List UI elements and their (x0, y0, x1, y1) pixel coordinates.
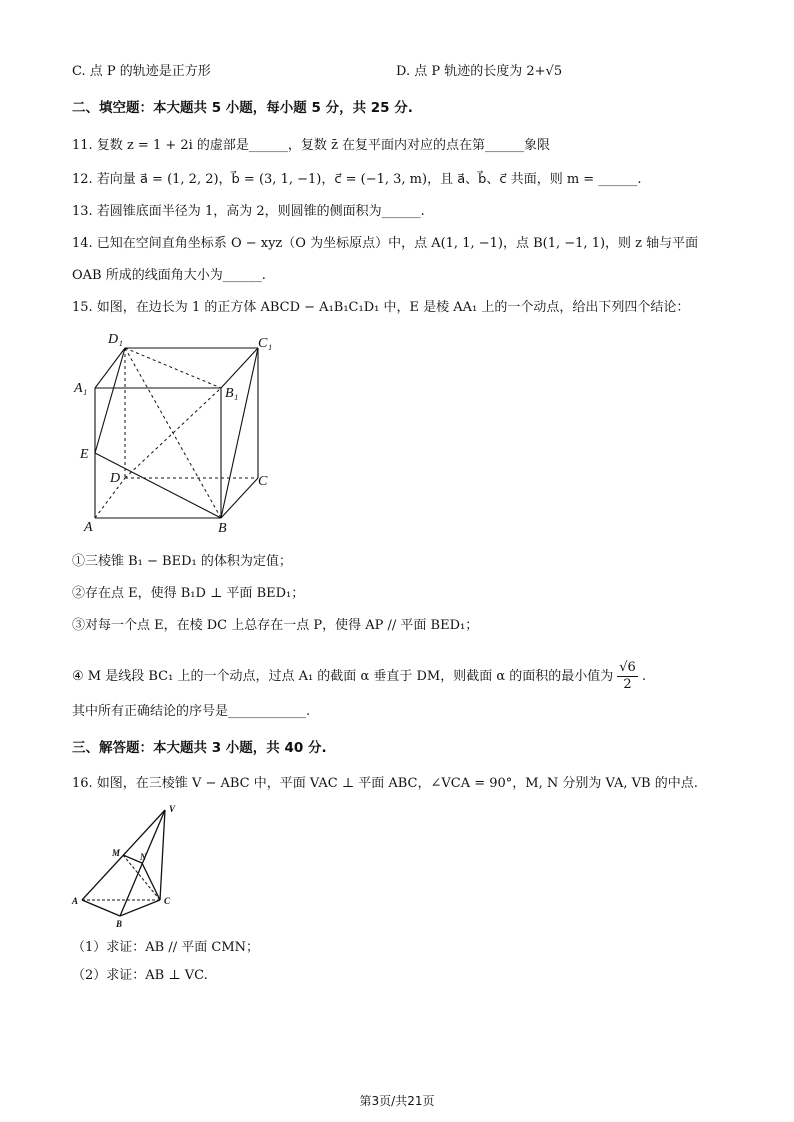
option-c: C. 点 P 的轨迹是正方形 (72, 64, 211, 79)
label-c1: C₁ (258, 336, 273, 351)
cube-figure (70, 325, 290, 540)
statement-3: ③对每一个点 E，在棱 DC 上总存在一点 P，使得 AP // 平面 BED₁； (72, 618, 479, 633)
statement-1: ①三棱锥 B₁ − BED₁ 的体积为定值； (72, 554, 292, 569)
statement-4-end: . (641, 668, 646, 684)
label-a: A (84, 520, 93, 535)
fraction (617, 660, 638, 693)
fraction-denominator: 2 (623, 677, 632, 692)
section3-heading: 三、解答题：本大题共 3 小题，共 40 分. (72, 740, 327, 756)
label-b1: B₁ (225, 386, 239, 401)
question-16-part2: （2）求证：AB ⊥ VC. (72, 968, 208, 983)
label-d: D (110, 471, 121, 486)
question-16-stem: 16. 如图，在三棱锥 V − ABC 中，平面 VAC ⊥ 平面 ABC，∠VCA = 90°，M, N 分别为 VA, VB 的中点. (72, 776, 698, 791)
hidden-segment-d1b1 (125, 348, 221, 388)
fraction-numerator: √6 (619, 660, 636, 675)
label-v: V (169, 804, 176, 814)
label-a: A (72, 896, 79, 906)
segment-nc (142, 863, 160, 900)
question-11: 11. 复数 z = 1 + 2i 的虚部是______，复数 z̄ 在复平面内对应的点在第______象限 (72, 138, 551, 153)
label-d1: D₁ (108, 332, 123, 347)
label-a1: A₁ (74, 381, 88, 396)
statement-4 (72, 660, 646, 693)
edge-ab (82, 900, 120, 916)
segment-bc1 (221, 348, 258, 518)
option-d: D. 点 P 轨迹的长度为 2+√5 (396, 64, 563, 79)
label-e: E (80, 447, 89, 462)
label-m: M (112, 848, 121, 858)
statement-2: ②存在点 E，使得 B₁D ⊥ 平面 BED₁； (72, 586, 305, 601)
answer-line: 其中所有正确结论的序号是____________. (72, 704, 311, 719)
statement-4-text: ④ M 是线段 BC₁ 上的一个动点，过点 A₁ 的截面 α 垂直于 DM，则截面 α 的面积的最小值为 (72, 668, 614, 684)
page-footer: 第3页/共21页 (359, 1094, 435, 1108)
edge-vc (160, 810, 165, 900)
label-b: B (218, 521, 227, 536)
label-c: C (164, 896, 171, 906)
question-13: 13. 若圆锥底面半径为 1，高为 2，则圆锥的侧面积为______. (72, 204, 425, 219)
segment-ed1 (95, 348, 125, 453)
label-b: B (116, 919, 123, 929)
pyramid-figure (70, 800, 200, 930)
label-c: C (258, 474, 268, 489)
edge-a1d1 (95, 348, 125, 388)
question-14-line2: OAB 所成的线面角大小为______. (72, 268, 266, 283)
edge-b1c1 (221, 348, 258, 388)
edge-bc (221, 478, 258, 518)
question-12: 12. 若向量 a⃗ = (1, 2, 2)，b⃗ = (3, 1, −1)，c⃗ = (−1, 3, m)，且 a⃗、b⃗、c⃗ 共面，则 m = ______. (72, 172, 642, 187)
question-15-stem: 15. 如图，在边长为 1 的正方体 ABCD − A₁B₁C₁D₁ 中，E 是棱 AA₁ 上的一个动点，给出下列四个结论： (72, 300, 690, 315)
label-n: N (140, 852, 147, 862)
hidden-segment-d1b (125, 348, 221, 518)
question-16-part1: （1）求证：AB // 平面 CMN； (72, 940, 260, 955)
section2-heading: 二、填空题：本大题共 5 小题，每小题 5 分，共 25 分. (72, 100, 413, 116)
question-14-line1: 14. 已知在空间直角坐标系 O − xyz（O 为坐标原点）中，点 A(1, 1, −1)，点 B(1, −1, 1)，则 z 轴与平面 (72, 236, 699, 251)
